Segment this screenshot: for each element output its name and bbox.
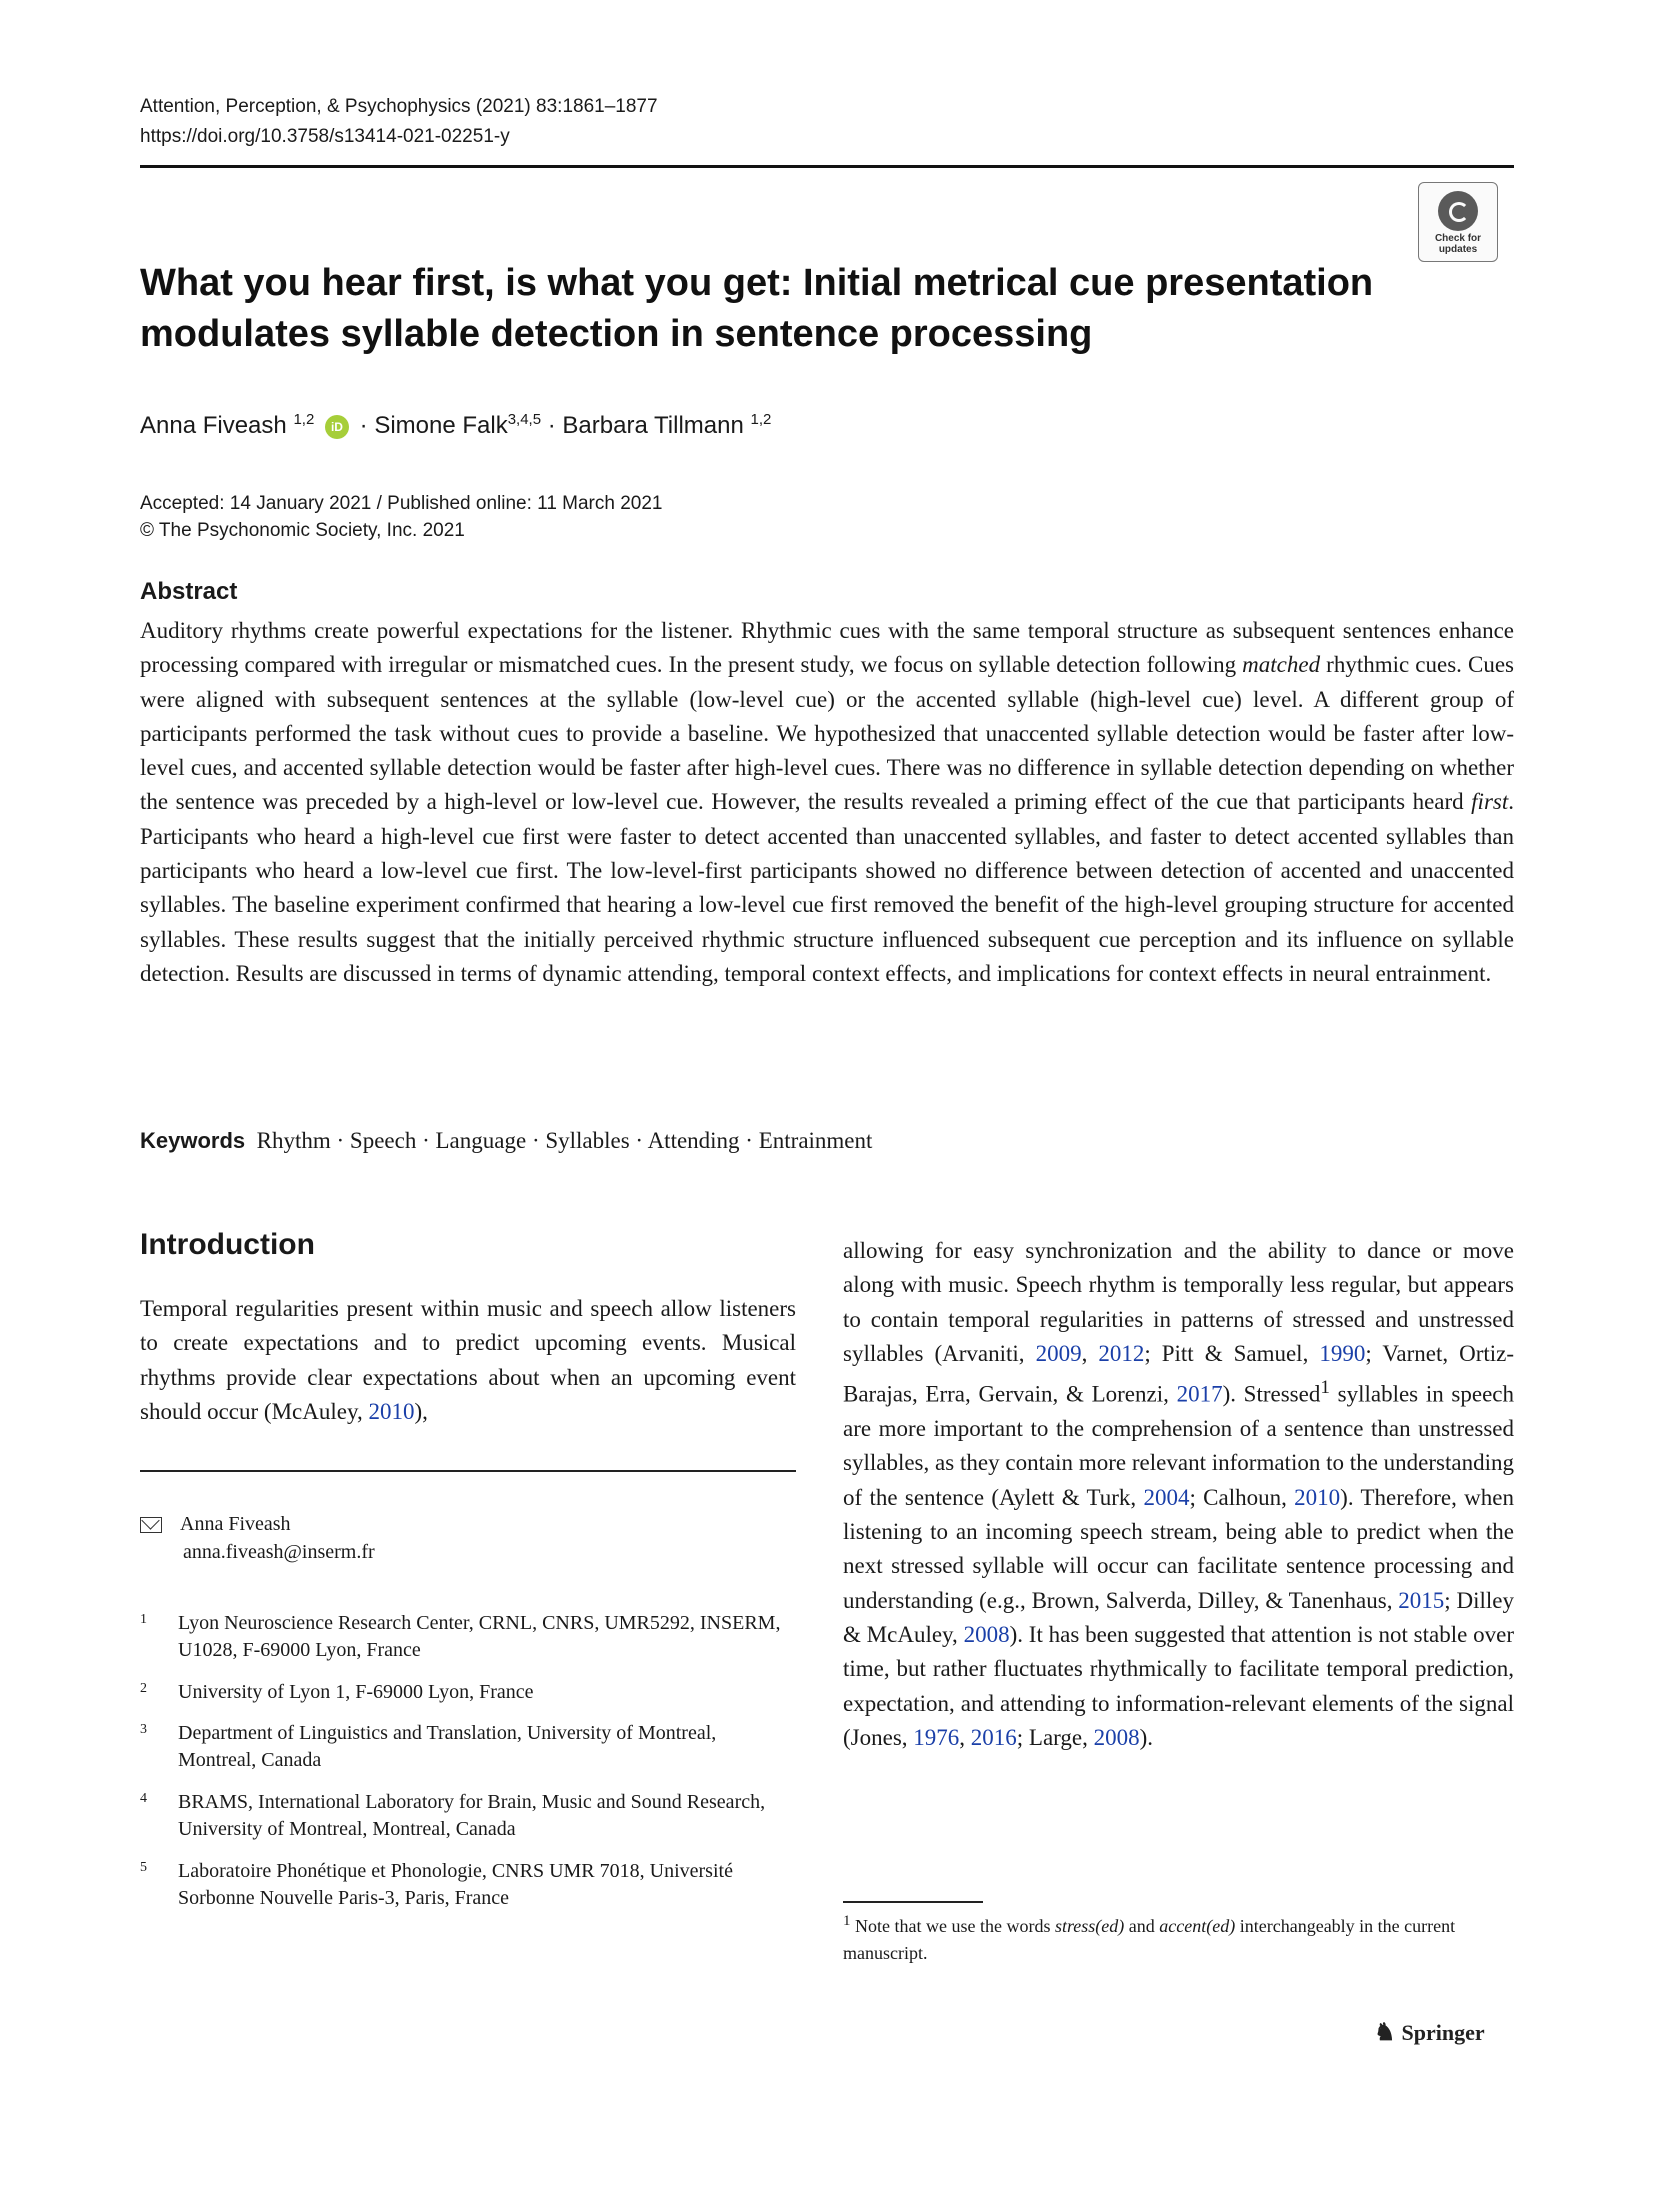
affiliation [140,1789,796,1843]
abstract-heading: Abstract [140,578,238,605]
affiliation-number: 1 [140,1612,147,1627]
intro-text: ; Calhoun, [1189,1484,1295,1510]
affiliation-text: Department of Linguistics and Translation, University of Montreal, Montreal, Canada [178,1722,717,1771]
intro-text: , [959,1724,971,1750]
citation-link[interactable]: 2015 [1398,1587,1445,1613]
intro-text: ; Dilley & McAuley, [843,1587,1514,1647]
keywords-list: Rhythm · Speech · Language · Syllables · Attending · Entrainment [256,1128,873,1153]
abstract-text: . Participants who heard a high-level cue first were faster to detect accented than unaccented syllables, and faster to detect accented syllables than participants who heard a low-level cue first. The low-level-first participants showed no difference between detection of accented and unaccented syllables. The baseline experiment confirmed that hearing a low-level cue first removed the benefit of the high-level grouping structure for accented syllables. These results suggest that the initially perceived rhythmic structure influenced subsequent cue perception and its influence on syllable detection. Results are discussed in terms of dynamic attending, temporal context effects, and implications for context effects in neural entrainment. [140,789,1514,986]
footnote-text: and [1124,1916,1160,1936]
author-name[interactable]: Barbara Tillmann [562,412,744,439]
intro-text: syllables in speech are more important to the comprehension of a sentence than unstressed syllables, as they contain more relevant information to the understanding of the sentence (Aylett & Turk, [843,1381,1514,1510]
affiliation-number: 4 [140,1791,147,1806]
citation-link[interactable]: 2008 [963,1621,1010,1647]
intro-text: allowing for easy synchronization and the ability to dance or move along with music. Speech rhythm is temporally less regular, but appears to contain temporal regularities in patterns of stressed and unstressed syllables (Arvaniti, [843,1238,1514,1366]
affiliation [140,1610,796,1664]
check-for-updates-icon [1438,191,1478,231]
author-name[interactable]: Simone Falk [374,412,508,439]
copyright: © The Psychonomic Society, Inc. 2021 [140,520,465,541]
citation-link[interactable]: 2010 [368,1398,415,1424]
intro-text: ). It has been suggested that attention is not stable over time, but rather fluctuates rhythmically to facilitate temporal prediction, expectation, and attending to information-relevant elements of the signal (Jones, [843,1621,1514,1750]
citation-link[interactable]: 2010 [1294,1484,1341,1510]
intro-text: ; Pitt & Samuel, [1144,1340,1320,1366]
citation-link[interactable]: 1976 [913,1724,960,1750]
author-affiliation: 1,2 [750,411,772,428]
affiliation-text: BRAMS, International Laboratory for Brain, Music and Sound Research, University of Montreal, Montreal, Canada [178,1791,766,1840]
footnote-emphasis: stress(ed) [1054,1916,1125,1936]
affiliation-number: 3 [140,1722,147,1737]
intro-text: ). Stressed [1222,1381,1321,1407]
intro-text: ; Large, [1016,1724,1094,1750]
abstract-emphasis: matched [1242,652,1321,678]
footnote-text: interchangeably in the current manuscript. [843,1916,1456,1963]
envelope-icon [140,1517,162,1533]
abstract-text: rhythmic cues. Cues were aligned with subsequent sentences at the syllable (low-level cue) or the accented syllable (high-level cue) level. A different group of participants performed the task without cues to provide a baseline. We hypothesized that unaccented syllable detection would be faster after low-level cues, and accented syllable detection would be faster after high-level cues. There was no difference in syllable detection depending on whether the sentence was preceded by a high-level or low-level cue. However, the results revealed a priming effect of the cue that participants heard [140,652,1515,815]
citation-link[interactable]: 2008 [1093,1724,1140,1750]
footnote-text: Note that we use the words [850,1916,1055,1936]
corresponding-author: Anna Fiveash [180,1513,291,1535]
footnote-number: 1 [843,1913,851,1929]
citation-link[interactable]: 2009 [1035,1340,1082,1366]
intro-text: Temporal regularities present within music and speech allow listeners to create expectations and to predict upcoming events. Musical rhythms provide clear expectations about when an upcoming event should occur (McAuley, [140,1296,796,1424]
intro-text: , [1081,1340,1099,1366]
publisher-logo [1374,2018,1485,2047]
author-separator: · [359,412,368,439]
keywords [140,1124,872,1158]
journal-citation: Attention, Perception, & Psychophysics (2021) 83:1861–1877 [140,96,658,117]
intro-text: ). [1139,1724,1154,1750]
citation-link[interactable]: 2016 [970,1724,1017,1750]
author-list [140,400,771,446]
affiliation [140,1679,796,1706]
affiliation-number: 5 [140,1860,147,1875]
affiliation-number: 2 [140,1681,147,1696]
section-heading-introduction: Introduction [140,1228,315,1261]
abstract-body [140,614,1514,991]
intro-text: ). Therefore, when listening to an incoming speech stream, being able to predict when the next stressed syllable will occur can facilitate sentence processing and understanding (e.g., Brown, Salverda, Dilley, & Tanenhaus, [843,1484,1514,1613]
abstract-emphasis: first [1471,789,1509,815]
affiliation-text: University of Lyon 1, F-69000 Lyon, France [178,1681,534,1703]
footnote [843,1908,1514,1967]
footnote-marker[interactable]: 1 [1320,1377,1330,1399]
affiliation-text: Lyon Neuroscience Research Center, CRNL, CNRS, UMR5292, INSERM, U1028, F-69000 Lyon, France [178,1612,781,1661]
author-name[interactable]: Anna Fiveash [140,412,287,439]
author-affiliation: 3,4,5 [507,411,542,428]
column-rule [140,1470,796,1472]
author-affiliation: 1,2 [293,411,315,428]
orcid-icon[interactable]: iD [325,415,349,439]
journal-header [140,92,658,152]
publisher-name: Springer [1401,2020,1485,2045]
doi-link[interactable]: https://doi.org/10.3758/s13414-021-02251-y [140,126,510,147]
keywords-label: Keywords [140,1128,246,1153]
email-link[interactable]: anna.fiveash@inserm.fr [183,1541,375,1563]
citation-link[interactable]: 2017 [1176,1381,1223,1407]
header-rule [140,165,1514,168]
citation-link[interactable]: 1990 [1319,1340,1366,1366]
correspondence [140,1510,796,1566]
footnote-emphasis: accent(ed) [1159,1916,1236,1936]
abstract-text: Auditory rhythms create powerful expectations for the listener. Rhythmic cues with the same temporal structure as subsequent sentences enhance processing compared with irregular or mismatched cues. In the present study, we focus on syllable detection following [140,618,1514,678]
springer-horse-icon: ♞ [1374,2020,1396,2046]
affiliation-text: Laboratoire Phonétique et Phonologie, CNRS UMR 7018, Université Sorbonne Nouvelle Paris-3, Paris, France [178,1860,733,1909]
publication-dates [140,490,663,544]
citation-link[interactable]: 2012 [1098,1340,1145,1366]
badge-line2: updates [1438,244,1478,255]
affiliation [140,1858,796,1912]
check-for-updates-badge[interactable] [1418,182,1498,262]
intro-text: ; Varnet, Ortiz-Barajas, Erra, Gervain, & Lorenzi, [843,1340,1515,1407]
paper-title: What you hear first, is what you get: Initial metrical cue presentation modulates syllable detection in sentence processing [140,262,1374,355]
intro-text: ), [414,1398,428,1424]
author-separator: · [547,412,556,439]
accepted-published: Accepted: 14 January 2021 / Published online: 11 March 2021 [140,493,663,514]
footnote-rule [843,1901,983,1903]
intro-column-right [843,1234,1514,1755]
intro-column-left [140,1292,796,1429]
affiliation [140,1720,796,1774]
citation-link[interactable]: 2004 [1143,1484,1190,1510]
badge-line1: Check for [1434,233,1482,244]
